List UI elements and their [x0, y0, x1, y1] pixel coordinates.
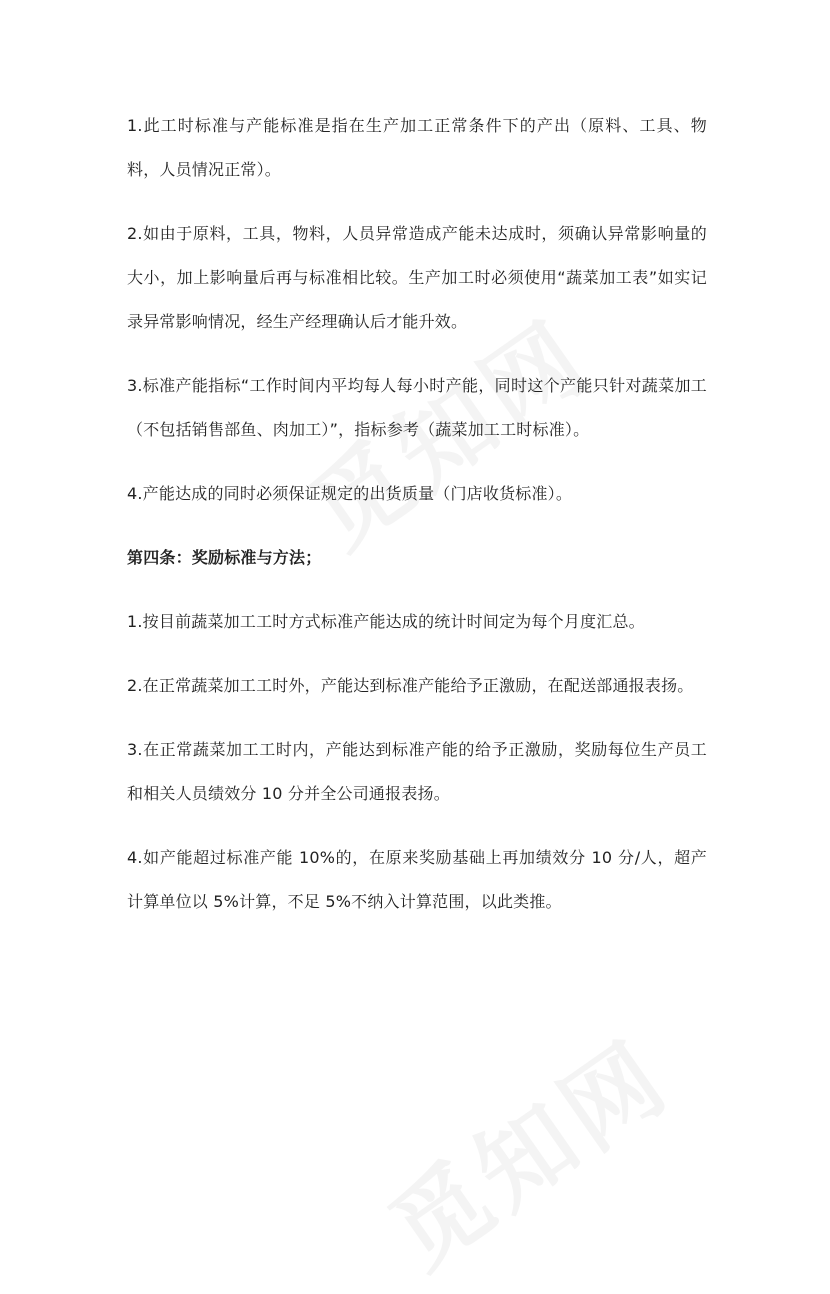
paragraph-3: 3.标准产能指标“工作时间内平均每人每小时产能，同时这个产能只针对蔬菜加工（不包括销售部鱼、肉加工）”，指标参考（蔬菜加工工时标准）。 — [127, 376, 707, 439]
watermark-bottom — [359, 1003, 693, 1294]
section-paragraph-2: 2.在正常蔬菜加工工时外，产能达到标准产能给予正激励，在配送部通报表扬。 — [127, 676, 694, 695]
section-paragraph-4: 4.如产能超过标准产能 10%的，在原来奖励基础上再加绩效分 10 分/人，超产计算单位以 5%计算，不足 5%不纳入计算范围，以此类推。 — [127, 848, 707, 911]
paragraph-2: 2.如由于原料，工具，物料，人员异常造成产能未达成时，须确认异常影响量的大小，加上影响量后再与标准相比较。生产加工时必须使用“蔬菜加工表”如实记录异常影响情况，经生产经理确认后才能升效。 — [127, 224, 707, 331]
paragraph-1: 1.此工时标准与产能标准是指在生产加工正常条件下的产出（原料、工具、物料，人员情况正常）。 — [127, 116, 707, 179]
paragraph-4: 4.产能达成的同时必须保证规定的出货质量（门店收货标准）。 — [127, 484, 573, 503]
section-paragraph-1: 1.按目前蔬菜加工工时方式标准产能达成的统计时间定为每个月度汇总。 — [127, 612, 645, 631]
document-body — [127, 104, 707, 924]
section-heading: 第四条：奖励标准与方法； — [127, 548, 322, 567]
section-paragraph-3: 3.在正常蔬菜加工工时内，产能达到标准产能的给予正激励，奖励每位生产员工和相关人员绩效分 10 分并全公司通报表扬。 — [127, 740, 707, 803]
